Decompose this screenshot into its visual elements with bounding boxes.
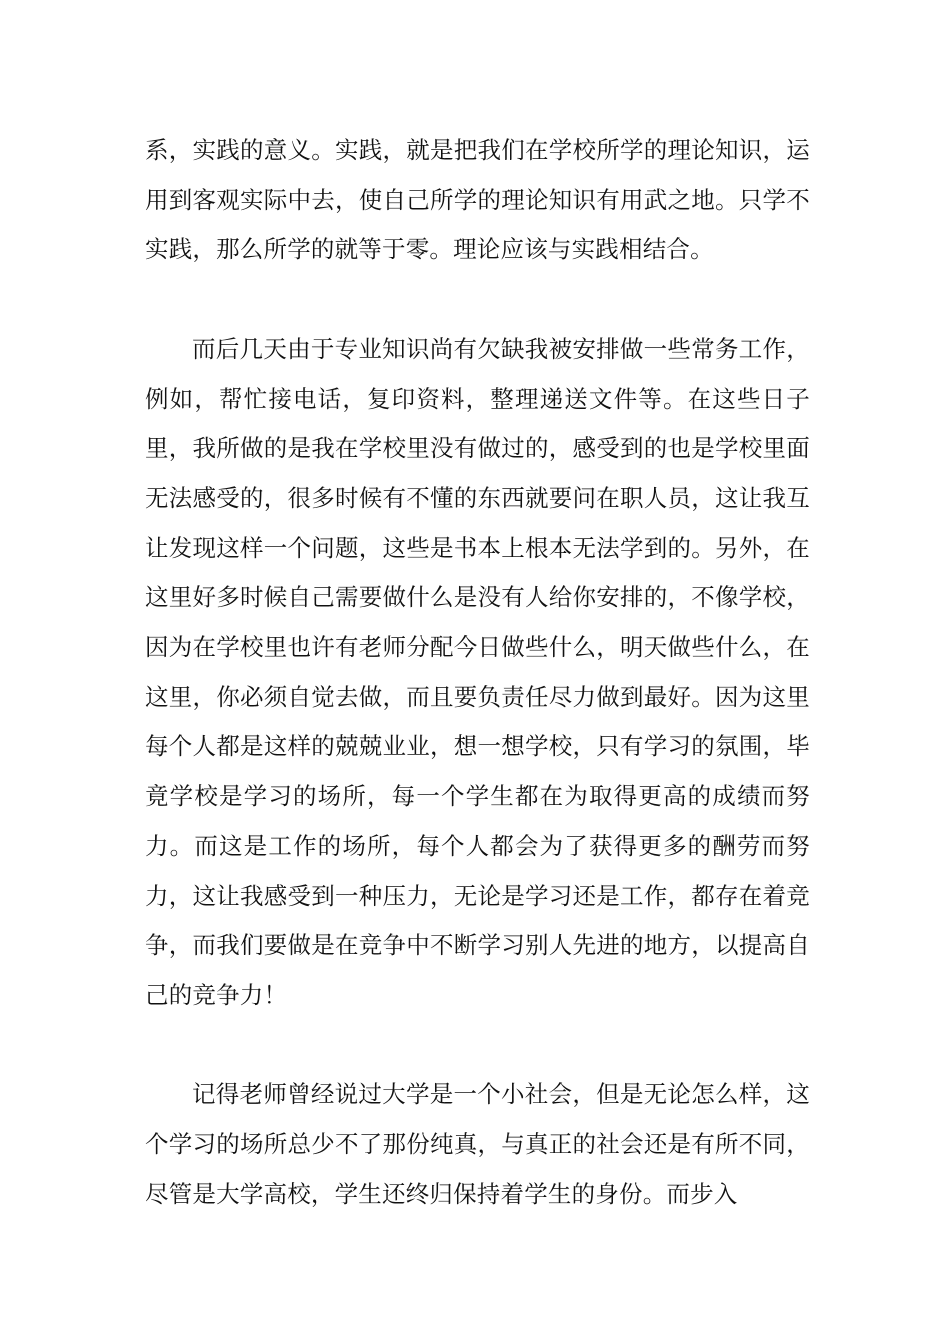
paragraph-2: 而后几天由于专业知识尚有欠缺我被安排做一些常务工作，例如，帮忙接电话，复印资料，整理递送文件等。在这些日子里，我所做的是我在学校里没有做过的，感受到的也是学校里面无法感受的，很多时候有不懂的东西就要问在职人员，这让我互让发现这样一个问题，这些是书本上根本无法学到的。另外，在这里好多时候自己需要做什么是没有人给你安排的，不像学校，因为在学校里也许有老师分配今日做些什么，明天做些什么，在这里，你必须自觉去做，而且要负责任尽力做到最好。因为这里每个人都是这样的兢兢业业，想一想学校，只有学习的氛围，毕竟学校是学习的场所，每一个学生都在为取得更高的成绩而努力。而这是工作的场所，每个人都会为了获得更多的酬劳而努力，这让我感受到一种压力，无论是学习还是工作，都存在着竞争，而我们要做是在竞争中不断学习别人先进的地方，以提高自己的竞争力！ <box>145 334 810 1009</box>
paragraph-spacer <box>145 1021 810 1071</box>
paragraph-1: 系，实践的意义。实践，就是把我们在学校所学的理论知识，运用到客观实际中去，使自己所学的理论知识有用武之地。只学不实践，那么所学的就等于零。理论应该与实践相结合。 <box>145 136 810 264</box>
document-body <box>145 126 810 1219</box>
paragraph-3: 记得老师曾经说过大学是一个小社会，但是无论怎么样，这个学习的场所总少不了那份纯真，与真正的社会还是有所不同，尽管是大学高校，学生还终归保持着学生的身份。而步入 <box>145 1080 810 1208</box>
paragraph-spacer <box>145 275 810 325</box>
